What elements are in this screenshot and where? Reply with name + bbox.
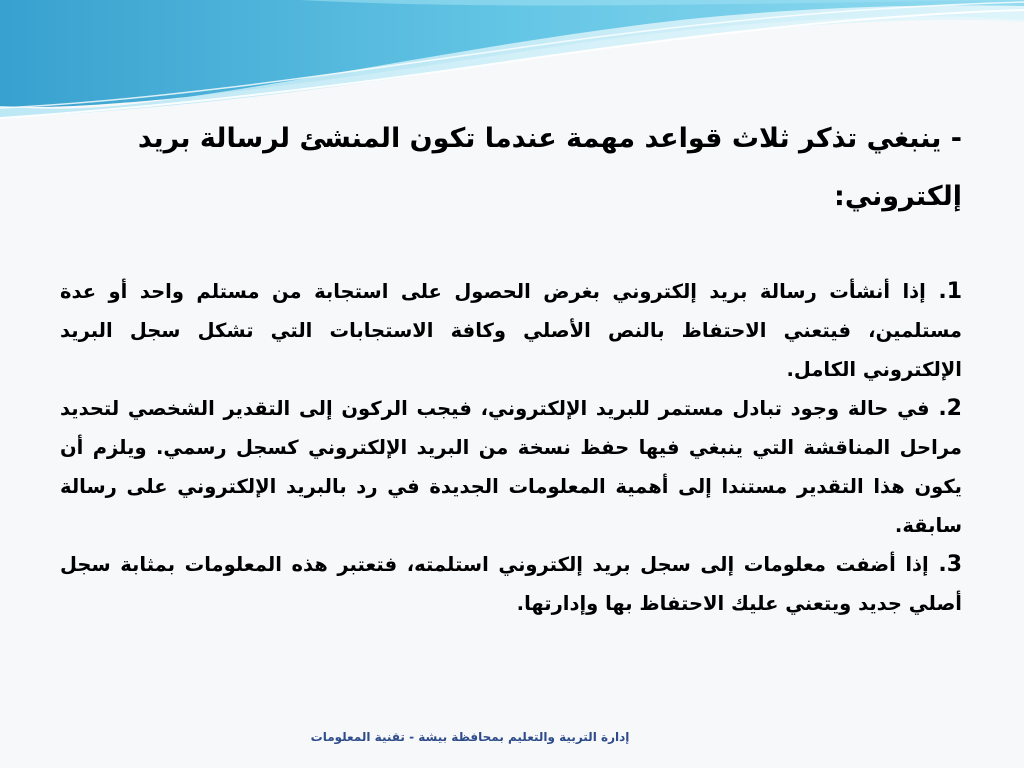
rules-list — [60, 272, 962, 623]
slide-footer: إدارة التربية والتعليم بمحافظة بيشة - تقنية المعلومات — [310, 730, 630, 744]
rule-text: إذا أضفت معلومات إلى سجل بريد إلكتروني استلمته، فتعتبر هذه المعلومات بمثابة سجل أصلي جديد ويتعني عليك الاحتفاظ بها وإدارتها. — [60, 553, 962, 615]
rule-item — [60, 272, 962, 389]
rule-text: في حالة وجود تبادل مستمر للبريد الإلكتروني، فيجب الركون إلى التقدير الشخصي لتحديد مراحل المناقشة التي ينبغي فيها حفظ نسخة من البريد الإلكتروني كسجل رسمي. ويلزم أن يكون هذا التقدير مستندا إلى أهمية المعلومات الجديدة في رد بالبريد الإلكتروني على رسالة سابقة. — [60, 397, 962, 537]
rule-item — [60, 545, 962, 623]
rule-number: 3. — [938, 552, 962, 577]
rule-text: إذا أنشأت رسالة بريد إلكتروني بغرض الحصول على استجابة من مستلم واحد أو عدة مستلمين، فيتعني الاحتفاظ بالنص الأصلي وكافة الاستجابات التي تشكل سجل البريد الإلكتروني الكامل. — [60, 280, 962, 381]
rule-number: 1. — [938, 279, 962, 304]
rule-item — [60, 389, 962, 545]
slide-title: - ينبغي تذكر ثلاث قواعد مهمة عندما تكون المنشئ لرسالة بريد إلكتروني: — [137, 123, 962, 212]
rule-number: 2. — [938, 396, 962, 421]
